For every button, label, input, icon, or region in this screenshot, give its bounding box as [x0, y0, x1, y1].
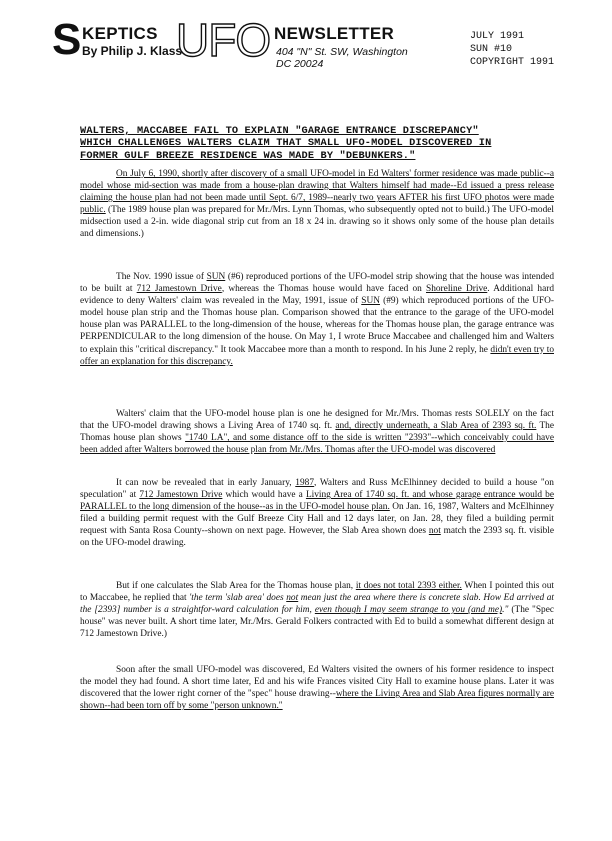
masthead-keptics: KEPTICS — [82, 24, 158, 43]
p2-sun-2: SUN — [361, 296, 380, 307]
p5-text-c: When I pointed this out to Maccabee, he replied that — [80, 581, 554, 604]
masthead-address: 404 "N" St. SW, Washington DC 20024 — [276, 46, 408, 70]
p4-text-h: not — [428, 526, 441, 537]
p4-text-i: match the 2393 sq. ft. visible on the UFO-model drawing. — [80, 526, 554, 549]
p4-text-b: 1987 — [295, 478, 314, 488]
paragraph-2 — [80, 271, 554, 368]
p2-text-e: Shoreline Drive — [426, 284, 488, 295]
p4-text-c: , Walters and Russ McElhinney decided to build a house "on speculation" at — [80, 478, 554, 501]
p1-text-b: Ed issued a press release claiming the house plan had not been made until Sept. 6/7, 1989-- — [80, 181, 554, 204]
p2-text-d: , whereas the Thomas house would have faced on — [221, 284, 427, 295]
issue-date: JULY 1991 — [470, 31, 525, 42]
p2-text-c: 712 Jamestown Drive — [136, 284, 222, 295]
p2-text-h: didn't even try to offer an explanation for this discrepancy. — [80, 344, 554, 367]
p4-text-d: 712 Jamestown Drive — [139, 490, 223, 501]
masthead-byline: By Philip J. Klass — [82, 44, 183, 58]
paragraph-6 — [80, 664, 554, 712]
headline — [80, 125, 552, 162]
p2-sun: SUN — [206, 272, 226, 282]
p3-text-d: "1740 LA", and some distance off to the side is written "2393"--which conceivably could have been added after Walters borrowed the house plan from Mr./Mrs. Thomas after the UFO-model was discovered — [80, 433, 554, 456]
p4-text-e: which would have a — [222, 490, 306, 501]
issue-number: SUN #10 — [470, 44, 513, 55]
p1-text-d: (The 1989 house plan was prepared for Mr./Mrs. Lynn Thomas, who subsequently opted not to build.) The UFO-model midsection used a 2-in. wide diagonal strip cut from an 18 x 24 in. drawing so it shows only some of the house plan details and dimensions.) — [80, 205, 554, 240]
p1-text-c: nearly two years AFTER his first UFO photos were made public. — [80, 193, 554, 216]
p2-text-f: . Additional hard evidence to deny Walters' claim was revealed in the May, 1991, issue of — [80, 284, 555, 307]
issue-copyright: COPYRIGHT 1991 — [470, 57, 555, 68]
p5-text-h: ." — [502, 605, 509, 616]
paragraph-1 — [80, 168, 554, 241]
p6-text-a: Soon after the small UFO-model was discovered, Ed Walters visited the owners of his former residence to inspect the model they had found. A short time later, Ed and his wife Frances visited City Hall to examine house plans. Later it was discovered that the lower right corner of the "spec" house drawing-- — [80, 665, 554, 700]
p5-text-g: even though I may seem strange to you (and me) — [314, 605, 503, 616]
p3-text-a: Walters' claim that the UFO-model house plan is one he designed for Mr./Mrs. Thomas rests SOLELY on the fact that the UFO-model drawing shows a Living Area of 1740 sq. ft. — [80, 409, 554, 432]
paragraph-4 — [80, 477, 554, 550]
p5-text-d: 'the term 'slab area' does — [189, 593, 287, 604]
masthead-letter-s: S — [52, 15, 82, 64]
p5-text-b: it does not total 2393 either. — [355, 581, 462, 591]
masthead-ufo: UFO — [176, 14, 271, 66]
p2-text-b: (#6) reproduced portions of the UFO-model strip showing that the house was intended to be built at — [80, 272, 554, 295]
masthead-newsletter: NEWSLETTER — [274, 24, 395, 43]
p4-text-f: Living Area of 1740 sq. ft. and whose garage entrance would be PARALLEL to the long dimension of the house--as in the UFO-model house plan. — [80, 490, 554, 513]
p5-text-a: But if one calculates the Slab Area for the Thomas house plan, — [116, 581, 356, 591]
p2-text-g: (#9) which reproduced portions of the UFO-model house plan strip and the Thomas house plan. Comparison showed that the entrance to the garage of the UFO-model house plan was PARALLEL to the long-dimension of the house, whereas for the Thomas house plan, the garage entrance was PERPENDICULAR to the long dimension of the house. On May 1, I wrote Bruce Maccabee and challenged him and Walters to explain this "critical discrepancy." It took Maccabee more than a month to respond. In his June 2 reply, he — [80, 296, 554, 355]
p2-text-a: The Nov. 1990 issue of — [116, 272, 207, 282]
p1-text-a: On July 6, 1990, shortly after discovery of a small UFO-model in Ed Walters' former residence was made public--a model whose mid-section was made from a house-plan drawing that Walters himself had made-- — [80, 169, 554, 192]
masthead — [52, 14, 408, 70]
paragraph-3 — [80, 408, 554, 456]
p6-text-b: where the Living Area and Slab Area figures normally are shown--had been torn off by some "person unknown." — [80, 689, 554, 712]
headline-line-3: FORMER GULF BREEZE RESIDENCE WAS MADE BY "DEBUNKERS." — [80, 149, 416, 162]
p4-text-a: It can now be revealed that in early January, — [116, 478, 296, 488]
headline-line-1: WALTERS, MACCABEE FAIL TO EXPLAIN "GARAGE ENTRANCE DISCREPANCY" — [80, 125, 479, 137]
issue-info — [470, 30, 554, 69]
p5-text-f: mean just the area where there is concrete slab. How Ed arrived at the [2393] number is a straightfor-ward calculation for him, — [80, 593, 555, 616]
paragraph-5 — [80, 580, 554, 640]
p3-text-c: The Thomas house plan shows — [80, 421, 554, 444]
p5-text-j: (The "Spec house" was never built. A short time later, Mr./Mrs. Gerald Folkers contracted with Ed to build a somewhat different design at 712 Jamestown Drive.) — [80, 605, 554, 640]
p3-text-b: and, directly underneath, a Slab Area of 2393 sq. ft. — [335, 421, 537, 432]
p4-text-g: On Jan. 16, 1987, Walters and McElhinney filed a building permit request with the Gulf Breeze City Hall and 12 days later, on Jan. 28, they filed a building permit request with Santa Rosa County--shown on next page. However, the Slab Area shown does — [80, 502, 554, 537]
p5-text-e: not — [286, 593, 299, 604]
headline-line-2: WHICH CHALLENGES WALTERS CLAIM THAT SMALL UFO-MODEL DISCOVERED IN — [80, 137, 492, 150]
